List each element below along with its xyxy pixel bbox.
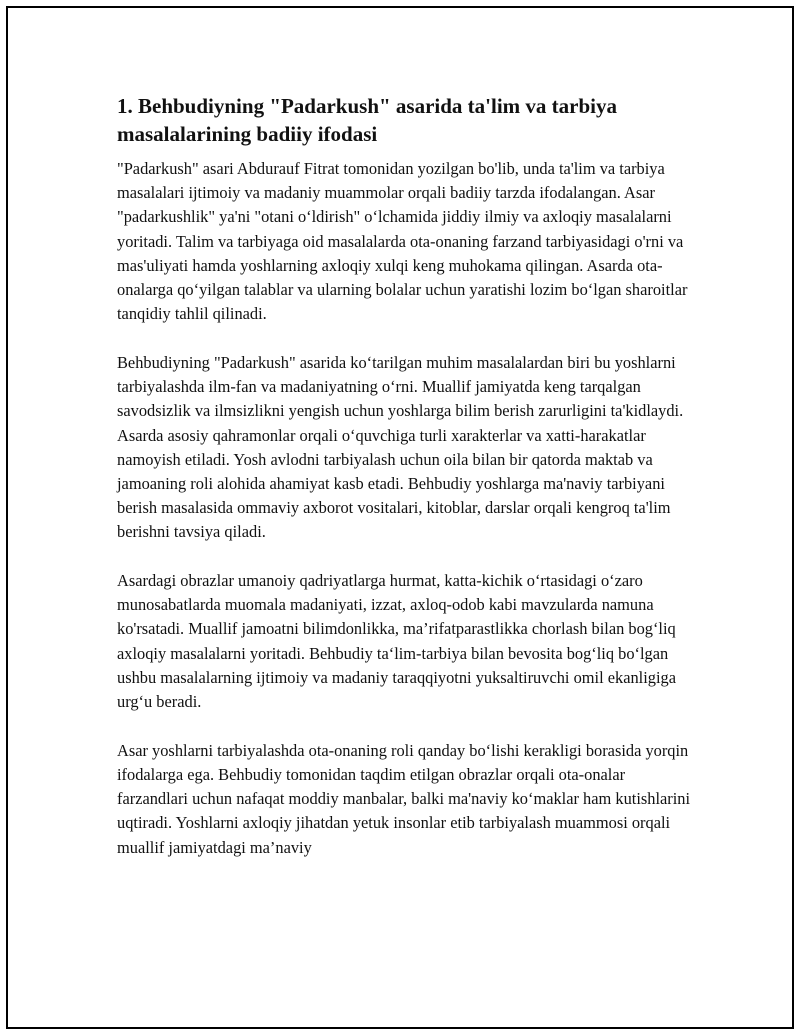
document-title: 1. Behbudiyning "Padarkush" asarida ta'lim va tarbiya masalalarining badiiy ifodasi [117,94,618,146]
paragraph-1: "Padarkush" asari Abdurauf Fitrat tomonidan yozilgan bo'lib, unda ta'lim va tarbiya masalalari ijtimoiy va madaniy muammolar orqali badiiy tarzda ifodalangan. Asar "padarkushlik" ya'ni "otani o‘ldirish" o‘lchamida jiddiy ilmiy va axloqiy masalalarni yoritadi. Talim va tarbiyaga oid masalalarda ota-onaning farzand tarbiyasidagi o'rni va mas'uliyati hamda yoshlarning axloqiy xulqi keng muhokama qilingan. Asarda ota-onalarga qo‘yilgan talablar va ularning bolalar uchun yaratishi lozim bo‘lgan sharoitlar tanqidiy tahlil qilinadi. [117,159,688,324]
paragraph-3: Asardagi obrazlar umanoiy qadriyatlarga hurmat, katta-kichik o‘rtasidagi o‘zaro munosabatlarda muomala madaniyati, izzat, axloq-odob kabi mavzularda namuna ko'rsatadi. Muallif jamoatni bilimdonlikka, ma’rifatparastlikka chorlash bilan bog‘liq axloqiy masalalarni yoritadi. Behbudiy ta‘lim-tarbiya bilan bevosita bog‘liq bo‘lgan ushbu masalalarning ijtimoiy va madaniy taraqqiyotni yuksaltiruvchi omil ekanligiga urg‘u beradi. [117,571,676,712]
paragraph-2: Behbudiyning "Padarkush" asarida ko‘tarilgan muhim masalalardan biri bu yoshlarni tarbiyalashda ilm-fan va madaniyatning o‘rni. Muallif jamiyatda keng tarqalgan savodsizlik va ilmsizlikni yengish uchun yoshlarga bilim berish zarurligini ta'kidlaydi. Asarda asosiy qahramonlar orqali o‘quvchiga turli xarakterlar va xatti-harakatlar namoyish etiladi. Yosh avlodni tarbiyalash uchun oila bilan bir qatorda maktab va jamoaning roli alohida ahamiyat kasb etadi. Behbudiy yoshlarga ma'naviy tarbiyani berish masalasida ommaviy axborot vositalari, kitoblar, darslar orqali kengroq ta'lim berishni tavsiya qiladi. [117,352,684,542]
document-body [117,92,692,884]
paragraph-4: Asar yoshlarni tarbiyalashda ota-onaning roli qanday bo‘lishi kerakligi borasida yorqin ifodalarga ega. Behbudiy tomonidan taqdim etilgan obrazlar orqali ota-onalar farzandlari uchun nafaqat moddiy manbalar, balki ma'naviy ko‘maklar ham kutishlarini uqtiradi. Yoshlarni axloqiy jihatdan yetuk insonlar etib tarbiyalash muammosi orqali muallif jamiyatdagi ma’naviy [117,740,691,857]
